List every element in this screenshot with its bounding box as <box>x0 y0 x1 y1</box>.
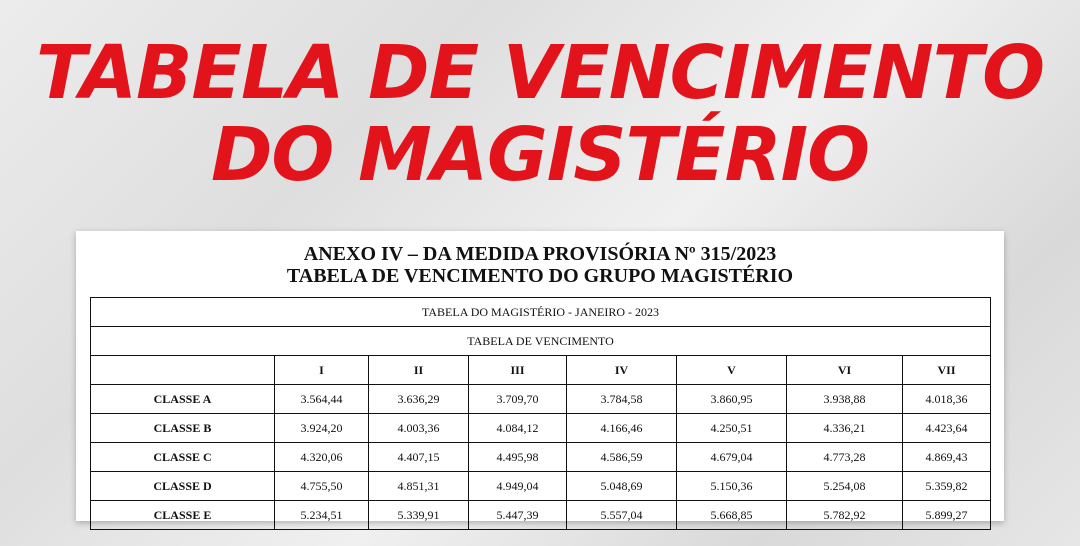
column-header: VI <box>787 356 903 385</box>
table-cell: 4.679,04 <box>677 443 787 472</box>
column-header: V <box>677 356 787 385</box>
table-cell: 4.495,98 <box>469 443 567 472</box>
table-cell: 4.166,46 <box>567 414 677 443</box>
table-cell: 4.003,36 <box>369 414 469 443</box>
column-header: I <box>275 356 369 385</box>
table-cell: 3.636,29 <box>369 385 469 414</box>
table-cell: 3.784,58 <box>567 385 677 414</box>
table-cell: 3.860,95 <box>677 385 787 414</box>
document-title-line-1: ANEXO IV – DA MEDIDA PROVISÓRIA Nº 315/2023 <box>303 243 777 265</box>
table-cell: 5.048,69 <box>567 472 677 501</box>
table-cell: 4.949,04 <box>469 472 567 501</box>
column-header: IV <box>567 356 677 385</box>
row-label: CLASSE B <box>91 414 275 443</box>
row-label: CLASSE E <box>91 501 275 530</box>
document-scan <box>76 231 1004 521</box>
table-caption: TABELA DO MAGISTÉRIO - JANEIRO - 2023 <box>91 298 991 327</box>
table-cell: 3.924,20 <box>275 414 369 443</box>
table-row <box>91 414 991 443</box>
headline-line-1: TABELA DE VENCIMENTO <box>36 30 1044 116</box>
table-cell: 5.668,85 <box>677 501 787 530</box>
table-cell: 4.336,21 <box>787 414 903 443</box>
table-subcaption: TABELA DE VENCIMENTO <box>91 327 991 356</box>
table-cell: 4.250,51 <box>677 414 787 443</box>
column-header-empty <box>91 356 275 385</box>
table-cell: 4.586,59 <box>567 443 677 472</box>
table-cell: 4.407,15 <box>369 443 469 472</box>
table-cell: 5.557,04 <box>567 501 677 530</box>
table-cell: 4.869,43 <box>903 443 991 472</box>
row-label: CLASSE D <box>91 472 275 501</box>
table-cell: 4.320,06 <box>275 443 369 472</box>
table-cell: 5.254,08 <box>787 472 903 501</box>
table-cell: 5.359,82 <box>903 472 991 501</box>
table-cell: 4.755,50 <box>275 472 369 501</box>
table-cell: 4.018,36 <box>903 385 991 414</box>
table-row <box>91 443 991 472</box>
table-cell: 3.709,70 <box>469 385 567 414</box>
document-title-line-2: TABELA DE VENCIMENTO DO GRUPO MAGISTÉRIO <box>286 265 794 287</box>
table-cell: 5.234,51 <box>275 501 369 530</box>
table-cell: 4.423,64 <box>903 414 991 443</box>
document-title <box>76 243 1004 287</box>
column-header-row <box>91 356 991 385</box>
table-row <box>91 472 991 501</box>
table-cell: 5.782,92 <box>787 501 903 530</box>
column-header: II <box>369 356 469 385</box>
table-cell: 5.150,36 <box>677 472 787 501</box>
table-cell: 5.447,39 <box>469 501 567 530</box>
table-row <box>91 385 991 414</box>
table-cell: 5.899,27 <box>903 501 991 530</box>
headline <box>0 32 1080 196</box>
table-cell: 4.773,28 <box>787 443 903 472</box>
column-header: VII <box>903 356 991 385</box>
table-cell: 3.938,88 <box>787 385 903 414</box>
row-label: CLASSE A <box>91 385 275 414</box>
salary-table <box>90 297 991 530</box>
row-label: CLASSE C <box>91 443 275 472</box>
headline-line-2: DO MAGISTÉRIO <box>210 112 870 198</box>
table-cell: 5.339,91 <box>369 501 469 530</box>
table-cell: 4.084,12 <box>469 414 567 443</box>
table-cell: 4.851,31 <box>369 472 469 501</box>
table-row <box>91 501 991 530</box>
column-header: III <box>469 356 567 385</box>
table-cell: 3.564,44 <box>275 385 369 414</box>
